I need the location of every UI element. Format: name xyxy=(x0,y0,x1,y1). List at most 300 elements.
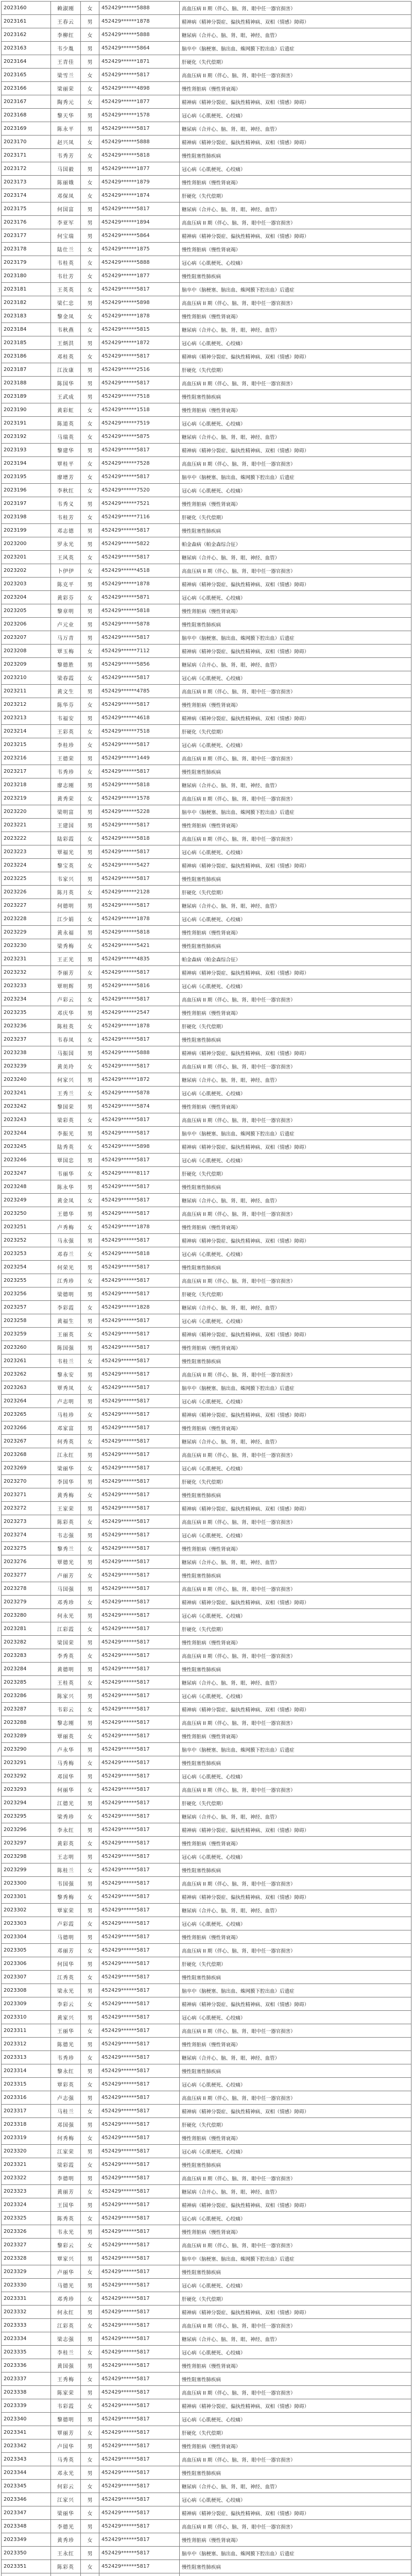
row-number: 2023230 xyxy=(2,939,51,953)
id-number: 452429******5817 xyxy=(99,2346,180,2359)
person-sex: 女 xyxy=(81,1569,99,1582)
person-name: 廖志刚 xyxy=(51,778,81,792)
row-number: 2023323 xyxy=(2,2185,51,2198)
person-sex: 男 xyxy=(81,162,99,176)
person-name: 黎秀梅 xyxy=(51,1890,81,1904)
person-name: 邓庆华 xyxy=(51,1006,81,1020)
id-number: 452429******5817 xyxy=(99,122,180,135)
id-number: 452429******5818 xyxy=(99,149,180,162)
row-number: 2023311 xyxy=(2,2024,51,2038)
appraisal-item: 肝硬化（失代偿期） xyxy=(180,1287,411,1301)
id-number: 452429******5817 xyxy=(99,1743,180,1756)
person-sex: 女 xyxy=(81,69,99,82)
person-name: 陈华芬 xyxy=(51,698,81,711)
person-sex: 女 xyxy=(81,1810,99,1823)
person-name: 李秋红 xyxy=(51,484,81,497)
table-row xyxy=(2,752,411,765)
person-name: 黄秀珍 xyxy=(51,2533,81,2547)
id-number: 452429******5817 xyxy=(99,2024,180,2038)
person-name: 梁丽华 xyxy=(51,2506,81,2520)
id-number: 452429******5817 xyxy=(99,377,180,390)
id-number: 452429******4785 xyxy=(99,685,180,698)
person-name: 梁丽荣 xyxy=(51,82,81,95)
table-row xyxy=(2,243,411,256)
id-number: 452429******1872 xyxy=(99,1073,180,1087)
appraisal-item: 精神病（精神分裂症、偏执性精神病、双相（情感）障碍） xyxy=(180,1408,411,1421)
person-sex: 男 xyxy=(81,1154,99,1167)
person-name: 韦春凤 xyxy=(51,1033,81,1046)
table-row xyxy=(2,738,411,752)
row-number: 2023328 xyxy=(2,2252,51,2265)
person-sex: 男 xyxy=(81,1207,99,1221)
person-sex: 男 xyxy=(81,1957,99,1971)
appraisal-item: 冠心病（心肌梗死、心绞痛） xyxy=(180,2493,411,2506)
person-sex: 男 xyxy=(81,1770,99,1783)
row-number: 2023343 xyxy=(2,2453,51,2466)
table-row xyxy=(2,109,411,122)
person-sex: 女 xyxy=(81,2105,99,2118)
appraisal-item: 慢性肾脏病（慢性肾衰竭） xyxy=(180,1006,411,1020)
person-sex: 女 xyxy=(81,1703,99,1716)
id-number: 452429******7519 xyxy=(99,417,180,430)
table-row xyxy=(2,2225,411,2239)
row-number: 2023209 xyxy=(2,658,51,671)
row-number: 2023341 xyxy=(2,2426,51,2439)
appraisal-item: 慢性肾脏病（慢性肾衰竭） xyxy=(180,2533,411,2547)
id-number: 452429******5864 xyxy=(99,229,180,243)
person-sex: 女 xyxy=(81,1917,99,1930)
person-sex: 男 xyxy=(81,1502,99,1515)
table-row xyxy=(2,336,411,350)
id-number: 452429******5817 xyxy=(99,1797,180,1810)
person-name: 黎天华 xyxy=(51,109,81,122)
row-number: 2023181 xyxy=(2,283,51,296)
person-name: 李德明 xyxy=(51,2172,81,2185)
person-sex: 男 xyxy=(81,1904,99,1917)
row-number: 2023256 xyxy=(2,1287,51,1301)
person-name: 黄永福 xyxy=(51,926,81,939)
person-name: 韦秀义 xyxy=(51,497,81,511)
row-number: 2023248 xyxy=(2,1180,51,1194)
person-sex: 女 xyxy=(81,95,99,109)
table-row xyxy=(2,685,411,698)
person-name: 王炳洪 xyxy=(51,336,81,350)
id-number: 452429******5817 xyxy=(99,2064,180,2078)
row-number: 2023196 xyxy=(2,484,51,497)
person-name: 陈家兴 xyxy=(51,1689,81,1703)
person-name: 韦秀珍 xyxy=(51,765,81,778)
id-number: 452429******5817 xyxy=(99,1060,180,1073)
id-number: 452429******5817 xyxy=(99,69,180,82)
person-sex: 女 xyxy=(81,1488,99,1502)
id-number: 452429******5817 xyxy=(99,2118,180,2131)
table-row xyxy=(2,2145,411,2158)
person-name: 韦少胤 xyxy=(51,42,81,55)
person-sex: 男 xyxy=(81,2439,99,2453)
id-number: 452429******1828 xyxy=(99,1301,180,1314)
id-number: 452429******5817 xyxy=(99,1354,180,1368)
row-number: 2023186 xyxy=(2,350,51,363)
row-number: 2023314 xyxy=(2,2064,51,2078)
person-sex: 女 xyxy=(81,1020,99,1033)
appraisal-item: 高血压病 II 期（伴心、脑、肾、眼中任一器官损害） xyxy=(180,752,411,765)
person-name: 黎秀兰 xyxy=(51,1542,81,1555)
person-sex: 女 xyxy=(81,698,99,711)
row-number: 2023233 xyxy=(2,979,51,993)
person-sex: 男 xyxy=(81,1421,99,1435)
id-number: 452429******5817 xyxy=(99,1381,180,1395)
table-row xyxy=(2,2413,411,2426)
id-number: 452429******5817 xyxy=(99,1930,180,1944)
person-sex: 男 xyxy=(81,2091,99,2105)
person-name: 马德明 xyxy=(51,1930,81,1944)
row-number: 2023284 xyxy=(2,1663,51,1676)
id-number: 452429******5228 xyxy=(99,805,180,819)
id-number: 452429******1877 xyxy=(99,95,180,109)
id-number: 452429******5817 xyxy=(99,1837,180,1850)
person-sex: 男 xyxy=(81,2198,99,2212)
person-name: 梁秀珍 xyxy=(51,1810,81,1823)
table-row xyxy=(2,122,411,135)
table-row xyxy=(2,1770,411,1783)
person-name: 卢丽华 xyxy=(51,2265,81,2279)
person-sex: 女 xyxy=(81,1515,99,1529)
person-sex: 女 xyxy=(81,135,99,149)
row-number: 2023263 xyxy=(2,1381,51,1395)
appraisal-item: 高血压病 II 期（伴心、脑、肾、眼中任一器官损害） xyxy=(180,1207,411,1221)
person-sex: 女 xyxy=(81,1167,99,1180)
row-number: 2023338 xyxy=(2,2386,51,2399)
table-row xyxy=(2,711,411,725)
appraisal-item: 高血压病 II 期（伴心、脑、肾、眼中任一器官损害） xyxy=(180,216,411,229)
person-sex: 男 xyxy=(81,1287,99,1301)
person-sex: 男 xyxy=(81,1448,99,1462)
person-name: 黎国荣 xyxy=(51,1100,81,1113)
person-sex: 女 xyxy=(81,725,99,738)
table-row xyxy=(2,430,411,444)
row-number: 2023269 xyxy=(2,1462,51,1475)
appraisal-item: 冠心病（心肌梗死、心绞痛） xyxy=(180,2078,411,2091)
id-number: 452429******5817 xyxy=(99,2493,180,2506)
appraisal-item: 糖尿病（合并心、脑、肾、眼、神经、血管） xyxy=(180,1073,411,1087)
table-row xyxy=(2,28,411,42)
row-number: 2023216 xyxy=(2,752,51,765)
appraisal-item: 冠心病（心肌梗死、心绞痛） xyxy=(180,1087,411,1100)
table-row xyxy=(2,1314,411,1328)
person-name: 李桂兰 xyxy=(51,2346,81,2359)
id-number: 452429******5817 xyxy=(99,1569,180,1582)
id-number: 452429******5817 xyxy=(99,1716,180,1730)
person-name: 覃德光 xyxy=(51,1555,81,1569)
row-number: 2023232 xyxy=(2,966,51,979)
table-row xyxy=(2,1663,411,1676)
row-number: 2023283 xyxy=(2,1649,51,1663)
row-number: 2023174 xyxy=(2,189,51,202)
person-name: 廖增芳 xyxy=(51,470,81,484)
row-number: 2023217 xyxy=(2,765,51,778)
table-row xyxy=(2,859,411,872)
row-number: 2023295 xyxy=(2,1810,51,1823)
row-number: 2023221 xyxy=(2,819,51,832)
person-name: 黎建华 xyxy=(51,444,81,457)
row-number: 2023215 xyxy=(2,738,51,752)
id-number: 452429******5421 xyxy=(99,939,180,953)
row-number: 2023172 xyxy=(2,162,51,176)
table-row xyxy=(2,1997,411,2011)
person-name: 何彩云 xyxy=(51,2480,81,2493)
appraisal-item: 冠心病（心肌梗死、心绞痛） xyxy=(180,845,411,859)
id-number: 452429******5817 xyxy=(99,2252,180,2265)
person-name: 覃秀凤 xyxy=(51,1381,81,1395)
id-number: 452429******5817 xyxy=(99,2145,180,2158)
appraisal-item: 慢性肾脏病（慢性肾衰竭） xyxy=(180,819,411,832)
person-sex: 男 xyxy=(81,109,99,122)
table-row xyxy=(2,551,411,564)
person-sex: 女 xyxy=(81,189,99,202)
person-sex: 女 xyxy=(81,1622,99,1636)
id-number: 452429******2128 xyxy=(99,886,180,899)
table-row xyxy=(2,993,411,1006)
person-name: 王丽英 xyxy=(51,1328,81,1341)
row-number: 2023306 xyxy=(2,1957,51,1971)
row-number: 2023275 xyxy=(2,1542,51,1555)
appraisal-item: 高血压病 II 期（伴心、脑、肾、眼中任一器官损害） xyxy=(180,792,411,805)
table-row xyxy=(2,1609,411,1622)
appraisal-item: 肝硬化（失代偿期） xyxy=(180,2292,411,2306)
row-number: 2023250 xyxy=(2,1207,51,1221)
person-sex: 女 xyxy=(81,1649,99,1663)
table-row xyxy=(2,2399,411,2413)
table-row xyxy=(2,578,411,591)
appraisal-item: 肝硬化（失代偿期） xyxy=(180,1167,411,1180)
appraisal-item: 高血压病 II 期（伴心、脑、肾、眼中任一器官损害） xyxy=(180,1515,411,1529)
table-row xyxy=(2,1582,411,1596)
person-sex: 女 xyxy=(81,323,99,336)
row-number xyxy=(2,2573,51,2576)
row-number: 2023336 xyxy=(2,2359,51,2372)
appraisal-item: 慢性肾脏病（慢性肾衰竭） xyxy=(180,604,411,618)
person-sex: 女 xyxy=(81,256,99,269)
row-number: 2023164 xyxy=(2,55,51,69)
id-number: 452429******5817 xyxy=(99,1703,180,1716)
appraisal-item: 慢性肾脏病（慢性肾衰竭） xyxy=(180,2439,411,2453)
id-number: 452429******1518 xyxy=(99,403,180,417)
person-sex: 女 xyxy=(81,1301,99,1314)
person-sex: 女 xyxy=(81,1087,99,1100)
person-sex: 女 xyxy=(81,2319,99,2332)
appraisal-item: 脑卒中（脑梗塞、脑出血、蛛网膜下腔出血）后遗症 xyxy=(180,283,411,296)
row-number: 2023265 xyxy=(2,1408,51,1421)
person-sex: 女 xyxy=(81,403,99,417)
id-number: 452429******1878 xyxy=(99,15,180,28)
appraisal-item: 慢性肾脏病（慢性肾衰竭） xyxy=(180,926,411,939)
appraisal-item: 精神病（精神分裂症、偏执性精神病、双相（情感）障碍） xyxy=(180,578,411,591)
id-number: 452429******5817 xyxy=(99,1582,180,1596)
row-number: 2023317 xyxy=(2,2105,51,2118)
id-number: 452429******7528 xyxy=(99,457,180,470)
id-number: 452429******5817 xyxy=(99,2372,180,2386)
row-number: 2023211 xyxy=(2,685,51,698)
row-number: 2023222 xyxy=(2,832,51,845)
table-row xyxy=(2,1877,411,1890)
person-name: 陈彩英 xyxy=(51,2560,81,2573)
row-number: 2023287 xyxy=(2,1703,51,1716)
person-sex: 女 xyxy=(81,564,99,578)
table-row xyxy=(2,1113,411,1127)
table-row xyxy=(2,1395,411,1408)
table-row xyxy=(2,1944,411,1957)
id-number: 452429******5817 xyxy=(99,2239,180,2252)
person-name: 韦秋燕 xyxy=(51,323,81,336)
row-number: 2023332 xyxy=(2,2306,51,2319)
person-sex: 男 xyxy=(81,2386,99,2399)
id-number: 452429******8117 xyxy=(99,1167,180,1180)
row-number: 2023243 xyxy=(2,1113,51,1127)
table-row xyxy=(2,1354,411,1368)
row-number: 2023203 xyxy=(2,578,51,591)
table-row xyxy=(2,1904,411,1917)
table-row xyxy=(2,1100,411,1113)
person-name: 何国华 xyxy=(51,1957,81,1971)
person-name: 邓志德 xyxy=(51,524,81,537)
appraisal-item: 慢性肾脏病（慢性肾衰竭） xyxy=(180,1221,411,1234)
person-sex: 男 xyxy=(81,2493,99,2506)
id-number: 452429******5817 xyxy=(99,1127,180,1140)
person-sex: 女 xyxy=(81,2,99,15)
row-number: 2023178 xyxy=(2,243,51,256)
person-name: 王永红 xyxy=(51,2547,81,2560)
appraisal-item: 肝硬化（失代偿期） xyxy=(180,1020,411,1033)
appraisal-item: 脑卒中（脑梗塞、脑出血、蛛网膜下腔出血）后遗症 xyxy=(180,2252,411,2265)
row-number: 2023204 xyxy=(2,591,51,604)
appraisal-item: 高血压病 II 期（伴心、脑、肾、眼中任一器官损害） xyxy=(180,2386,411,2399)
table-row xyxy=(2,216,411,229)
row-number: 2023262 xyxy=(2,1368,51,1381)
person-name: 覃桂平 xyxy=(51,457,81,470)
person-name: 李亚军 xyxy=(51,216,81,229)
person-name: 覃家兴 xyxy=(51,2252,81,2265)
table-row xyxy=(2,229,411,243)
row-number: 2023208 xyxy=(2,645,51,658)
table-row xyxy=(2,1716,411,1730)
appraisal-item: 慢性阻塞性肺疾病 xyxy=(180,2064,411,2078)
appraisal-item: 脑卒中（脑梗塞、脑出血、蛛网膜下腔出血）后遗症 xyxy=(180,42,411,55)
row-number: 2023305 xyxy=(2,1944,51,1957)
table-row xyxy=(2,872,411,886)
id-number: 452429******5817 xyxy=(99,2453,180,2466)
id-number: 452429******5817 xyxy=(99,2359,180,2372)
table-row xyxy=(2,2439,411,2453)
person-sex: 女 xyxy=(81,1194,99,1207)
appraisal-item: 慢性阻塞性肺疾病 xyxy=(180,1180,411,1194)
person-sex: 女 xyxy=(81,1783,99,1797)
person-sex: 女 xyxy=(81,1863,99,1877)
id-number: 452429******5817 xyxy=(99,899,180,912)
row-number: 2023190 xyxy=(2,403,51,417)
person-sex: 女 xyxy=(81,2292,99,2306)
appraisal-item: 糖尿病（合并心、脑、肾、眼、神经、血管） xyxy=(180,778,411,792)
person-name: 卢国华 xyxy=(51,2439,81,2453)
row-number: 2023327 xyxy=(2,2239,51,2252)
id-number: 452429******1878 xyxy=(99,1020,180,1033)
appraisal-item: 精神病（精神分裂症、偏执性精神病、双相（情感）障碍） xyxy=(180,1328,411,1341)
table-row xyxy=(2,1234,411,1247)
table-row xyxy=(2,2252,411,2265)
person-name: 王志明 xyxy=(51,1850,81,1863)
table-row xyxy=(2,1649,411,1663)
person-sex: 女 xyxy=(81,417,99,430)
person-name: 梁永光 xyxy=(51,1984,81,1997)
table-row xyxy=(2,1676,411,1689)
table-row xyxy=(2,671,411,685)
id-number: 452429******5817 xyxy=(99,1113,180,1127)
table-row xyxy=(2,2560,411,2573)
person-sex: 男 xyxy=(81,1850,99,1863)
table-row xyxy=(2,953,411,966)
row-number: 2023350 xyxy=(2,2547,51,2560)
appraisal-item: 慢性肾脏病（慢性肾衰竭） xyxy=(180,1930,411,1944)
row-number: 2023271 xyxy=(2,1488,51,1502)
person-sex: 男 xyxy=(81,953,99,966)
table-row xyxy=(2,1515,411,1529)
person-sex: 女 xyxy=(81,2158,99,2172)
row-number: 2023161 xyxy=(2,15,51,28)
table-row xyxy=(2,792,411,805)
person-sex: 女 xyxy=(81,1033,99,1046)
appraisal-item: 慢性肾脏病（慢性肾衰竭） xyxy=(180,403,411,417)
appraisal-item: 慢性阻塞性肺疾病 xyxy=(180,269,411,283)
person-sex: 男 xyxy=(81,805,99,819)
person-name: 卢志明 xyxy=(51,1395,81,1408)
appraisal-item: 帕金森病（帕金森综合征） xyxy=(180,953,411,966)
person-name: 覃福光 xyxy=(51,845,81,859)
id-number: 452429******5817 xyxy=(99,1180,180,1194)
row-number: 2023286 xyxy=(2,1689,51,1703)
table-row xyxy=(2,1073,411,1087)
row-number: 2023299 xyxy=(2,1863,51,1877)
row-number: 2023212 xyxy=(2,698,51,711)
table-row xyxy=(2,2024,411,2038)
id-number: 452429******5817 xyxy=(99,1287,180,1301)
row-number: 2023348 xyxy=(2,2520,51,2533)
appraisal-item: 冠心病（心肌梗死、心绞痛） xyxy=(180,336,411,350)
person-sex: 男 xyxy=(81,2011,99,2024)
appraisal-item: 高血压病 II 期（伴心、脑、肾、眼中任一器官损害） xyxy=(180,1649,411,1663)
person-name: 梁丽华 xyxy=(51,1462,81,1475)
person-sex: 女 xyxy=(81,1944,99,1957)
person-sex: 女 xyxy=(81,859,99,872)
appraisal-item: 肝硬化（失代偿期） xyxy=(180,1622,411,1636)
row-number: 2023195 xyxy=(2,470,51,484)
id-number: 452429******5817 xyxy=(99,1408,180,1421)
person-sex: 女 xyxy=(81,176,99,189)
appraisal-item: 慢性阻塞性肺疾病 xyxy=(180,1756,411,1770)
table-row xyxy=(2,189,411,202)
person-sex: 女 xyxy=(81,2131,99,2145)
row-number: 2023320 xyxy=(2,2145,51,2158)
person-sex: 男 xyxy=(81,497,99,511)
person-sex: 男 xyxy=(81,2520,99,2533)
id-number: 452429******5817 xyxy=(99,1622,180,1636)
person-name: 马国强 xyxy=(51,1582,81,1596)
row-number: 2023170 xyxy=(2,135,51,149)
appraisal-item: 肝硬化（失代偿期） xyxy=(180,189,411,202)
person-name: 黄丽芳 xyxy=(51,2185,81,2198)
table-row xyxy=(2,1743,411,1756)
id-number: 452429******5817 xyxy=(99,1033,180,1046)
table-row xyxy=(2,1703,411,1716)
person-name: 黎彩云 xyxy=(51,2239,81,2252)
